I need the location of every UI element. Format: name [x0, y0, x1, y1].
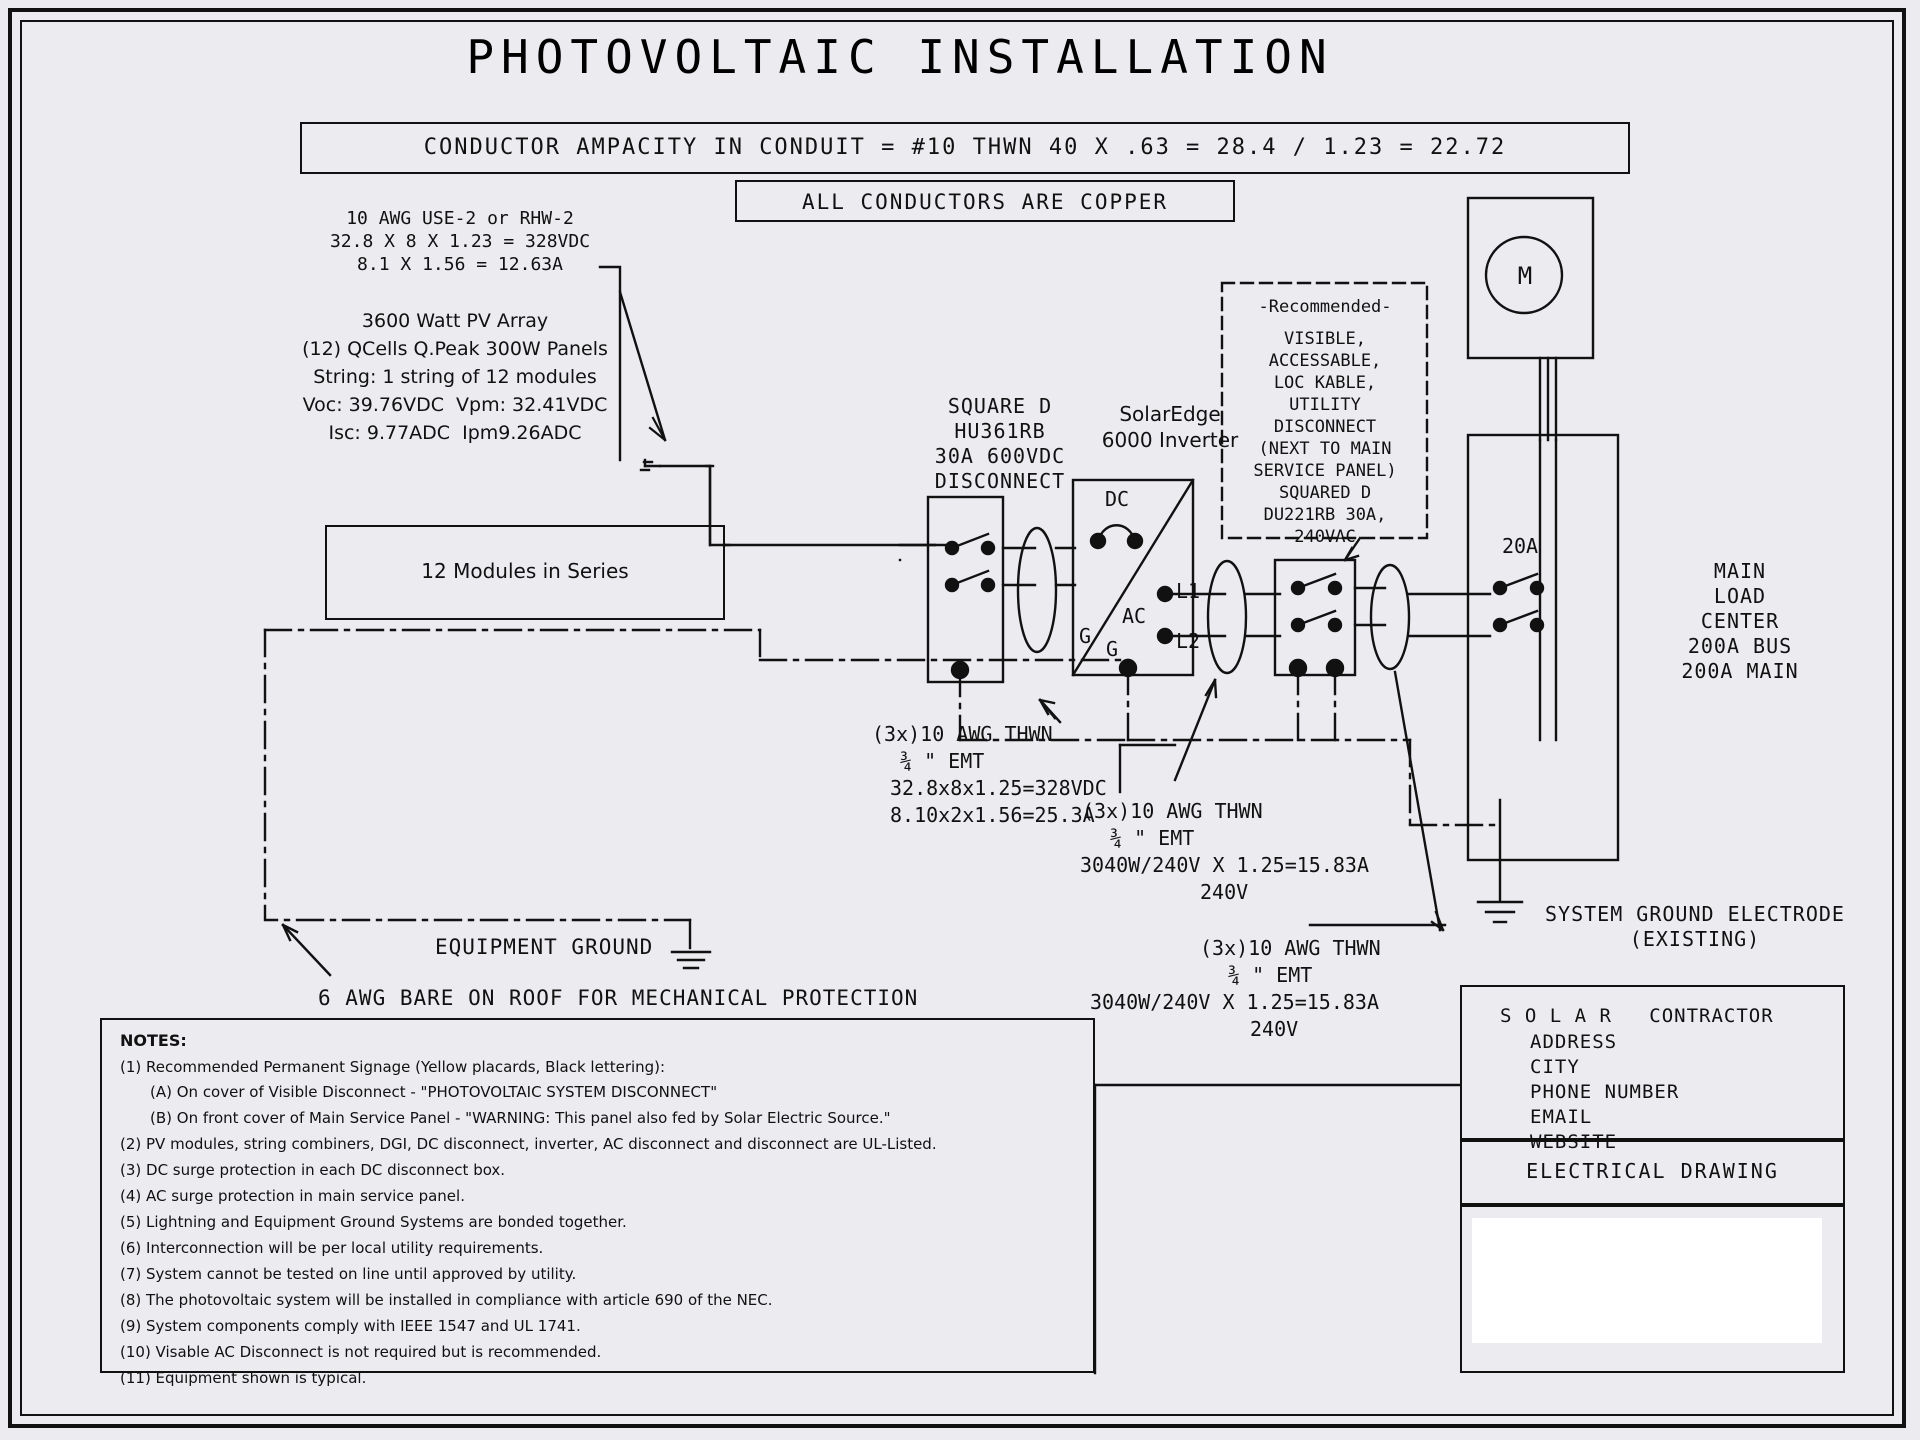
- ac-conduit1-line4: 240V: [1200, 880, 1249, 904]
- ac-disconnect-label-10: DU221RB 30A,: [1263, 505, 1387, 525]
- titleblock-email: EMAIL: [1530, 1106, 1593, 1128]
- main-panel-label-1: MAIN: [1713, 559, 1767, 583]
- array-wire-callout-line3: 8.1 X 1.56 = 12.63A: [357, 254, 563, 275]
- dc-disconnect-label-3: 30A 600VDC: [934, 444, 1066, 468]
- system-ground-label-2: (EXISTING): [1629, 927, 1761, 951]
- note-item: (6) Interconnection will be per local utility requirements.: [120, 1239, 544, 1257]
- titleblock-company: S O L A R CONTRACTOR: [1500, 1005, 1774, 1027]
- inverter-l2-label: L2: [1176, 629, 1201, 653]
- ac-conduit2-line2: ¾ " EMT: [1228, 963, 1313, 987]
- ac-conduit1-line3: 3040W/240V X 1.25=15.83A: [1080, 853, 1369, 877]
- array-spec-line4: Voc: 39.76VDC Vpm: 32.41VDC: [302, 394, 608, 416]
- note-item: (9) System components comply with IEEE 1547 and UL 1741.: [120, 1317, 581, 1335]
- ac-disconnect-label-8: SERVICE PANEL): [1253, 461, 1397, 481]
- note-item: (A) On cover of Visible Disconnect - "PHOTOVOLTAIC SYSTEM DISCONNECT": [150, 1083, 718, 1101]
- inverter-dc-label: DC: [1105, 487, 1130, 511]
- main-panel-label-2: LOAD: [1713, 584, 1767, 608]
- note-item: (7) System cannot be tested on line until approved by utility.: [120, 1265, 577, 1283]
- titleblock-drawing-label: ELECTRICAL DRAWING: [1526, 1159, 1779, 1183]
- note-item: (11) Equipment shown is typical.: [120, 1369, 367, 1387]
- ac-disconnect-label-2: VISIBLE,: [1284, 329, 1366, 349]
- inverter-label-1: SolarEdge: [1119, 402, 1221, 426]
- dc-conduit-line4: 8.10x2x1.56=25.3A: [890, 803, 1095, 827]
- inverter-ground-left-label: G: [1079, 624, 1092, 648]
- array-wire-callout-line1: 10 AWG USE-2 or RHW-2: [346, 208, 574, 229]
- dc-conduit-line2: ¾ " EMT: [900, 749, 985, 773]
- note-item: (8) The photovoltaic system will be installed in compliance with article 690 of the NEC.: [120, 1291, 773, 1309]
- meter-symbol-label: M: [1517, 262, 1533, 290]
- inverter-label-2: 6000 Inverter: [1101, 428, 1239, 452]
- main-panel-label-3: CENTER: [1700, 609, 1780, 633]
- dc-conduit-line3: 32.8x8x1.25=328VDC: [890, 776, 1107, 800]
- titleblock-city: CITY: [1530, 1056, 1580, 1078]
- ampacity-note-text: CONDUCTOR AMPACITY IN CONDUIT = #10 THWN 40 X .63 = 28.4 / 1.23 = 22.72: [423, 135, 1507, 160]
- equipment-ground-label: EQUIPMENT GROUND: [435, 935, 654, 959]
- ac-conduit2-line3: 3040W/240V X 1.25=15.83A: [1090, 990, 1379, 1014]
- copper-note-text: ALL CONDUCTORS ARE COPPER: [801, 190, 1169, 214]
- titleblock-address: ADDRESS: [1530, 1031, 1618, 1053]
- array-spec-line5: Isc: 9.77ADC Ipm9.26ADC: [328, 422, 582, 444]
- array-spec-line1: 3600 Watt PV Array: [361, 310, 549, 332]
- note-item: (B) On front cover of Main Service Panel - "WARNING: This panel also fed by Solar Electric Source.": [150, 1109, 891, 1127]
- dc-disconnect-label-4: DISCONNECT: [934, 469, 1066, 493]
- inverter-ac-label: AC: [1122, 604, 1147, 628]
- ac-disconnect-label-11: 240VAC: [1294, 527, 1356, 547]
- note-item: (2) PV modules, string combiners, DGI, DC disconnect, inverter, AC disconnect and disconnect are UL-Listed.: [120, 1135, 937, 1153]
- system-ground-label-1: SYSTEM GROUND ELECTRODE: [1545, 902, 1845, 926]
- ac-conduit2-line1: (3x)10 AWG THWN: [1200, 936, 1381, 960]
- array-wire-callout-line2: 32.8 X 8 X 1.23 = 328VDC: [329, 231, 591, 252]
- notes-heading: NOTES:: [120, 1031, 187, 1050]
- titleblock-phone: PHONE NUMBER: [1530, 1081, 1680, 1103]
- ac-conduit1-line2: ¾ " EMT: [1110, 826, 1195, 850]
- ac-disconnect-label-9: SQUARED D: [1278, 483, 1372, 503]
- dc-conduit-line1: (3x)10 AWG THWN: [872, 722, 1053, 746]
- main-panel-label-4: 200A BUS: [1687, 634, 1793, 658]
- note-item: (4) AC surge protection in main service panel.: [120, 1187, 465, 1205]
- page-title: PHOTOVOLTAIC INSTALLATION: [466, 30, 1334, 84]
- roof-ground-note: 6 AWG BARE ON ROOF FOR MECHANICAL PROTECTION: [318, 986, 919, 1010]
- ac-disconnect-label-1: -Recommended-: [1258, 297, 1392, 317]
- inverter-l1-label: L1: [1176, 579, 1201, 603]
- note-item: (10) Visable AC Disconnect is not required but is recommended.: [120, 1343, 602, 1361]
- inverter-ground-bottom-label: G: [1106, 637, 1119, 661]
- ac-disconnect-label-4: LOC KABLE,: [1273, 373, 1377, 393]
- array-spec-line2: (12) QCells Q.Peak 300W Panels: [302, 338, 608, 360]
- main-panel-label-5: 200A MAIN: [1681, 659, 1799, 683]
- note-item: (1) Recommended Permanent Signage (Yellow placards, Black lettering):: [120, 1058, 666, 1076]
- ac-conduit2-line4: 240V: [1250, 1017, 1299, 1041]
- main-breaker-label: 20A: [1501, 534, 1539, 558]
- dc-disconnect-label-2: HU361RB: [954, 419, 1046, 443]
- ac-disconnect-label-5: UTILITY: [1289, 395, 1361, 415]
- ac-disconnect-label-6: DISCONNECT: [1273, 417, 1377, 437]
- ac-disconnect-label-3: ACCESSABLE,: [1268, 351, 1382, 371]
- titleblock-website: WEBSITE: [1530, 1131, 1618, 1153]
- note-item: (3) DC surge protection in each DC disconnect box.: [120, 1161, 506, 1179]
- note-item: (5) Lightning and Equipment Ground Systems are bonded together.: [120, 1213, 627, 1231]
- ac-disconnect-label-7: (NEXT TO MAIN: [1258, 439, 1392, 459]
- ac-conduit1-line1: (3x)10 AWG THWN: [1082, 799, 1263, 823]
- pv-array-label: 12 Modules in Series: [421, 559, 629, 583]
- dc-disconnect-label-1: SQUARE D: [947, 394, 1053, 418]
- array-spec-line3: String: 1 string of 12 modules: [313, 366, 597, 388]
